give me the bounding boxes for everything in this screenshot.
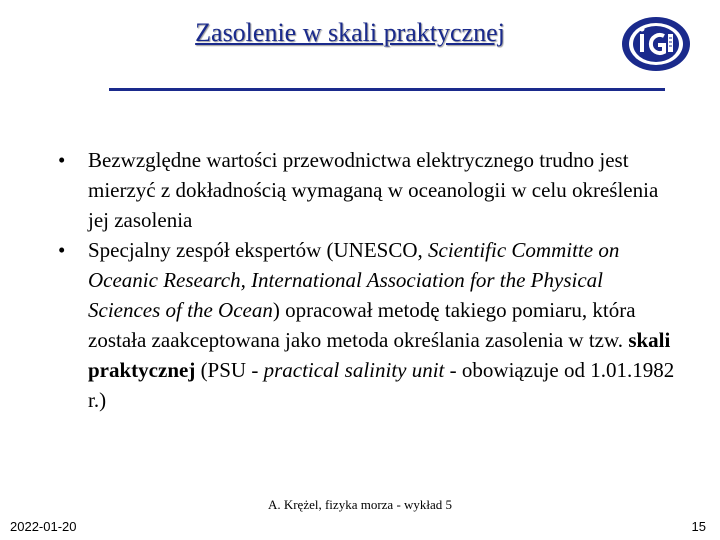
footer-date: 2022-01-20 bbox=[10, 519, 77, 534]
bullet-text-segment: ) opracował metodę takiego pomiaru, która została zaakceptowana jako metoda określania zasolenia w tzw. bbox=[88, 298, 636, 352]
bullet-text-segment: (PSU - bbox=[195, 358, 264, 382]
bullet-item bbox=[56, 145, 676, 235]
bullet-text-segment: Specjalny zespół ekspertów (UNESCO, bbox=[88, 238, 429, 262]
bullet-marker: • bbox=[58, 238, 66, 262]
institute-logo-icon bbox=[620, 14, 692, 74]
bullet-item bbox=[56, 235, 676, 415]
bullet-text-segment: practical salinity unit bbox=[263, 358, 445, 382]
bullet-marker: • bbox=[58, 148, 66, 172]
page-number: 15 bbox=[691, 519, 706, 534]
bullet-text-segment: Bezwzględne wartości przewodnictwa elektrycznego trudno jest mierzyć z dokładnością wymaganą w oceanologii w celu określenia jej zasolenia bbox=[88, 148, 659, 232]
bullet-text-segment: Scientific Committe on Oceanic Research, International Association for the Physical Sciences of the Ocean bbox=[88, 238, 620, 322]
bullet-text-segment: - obowiązuje od 1.01.1982 r.) bbox=[88, 358, 675, 412]
bullet-list bbox=[56, 145, 676, 415]
title-divider bbox=[109, 88, 665, 91]
slide-title: Zasolenie w skali praktycznej bbox=[195, 18, 505, 47]
institute-logo bbox=[620, 14, 692, 74]
bullet-text-segment: skali praktycznej bbox=[88, 328, 671, 382]
footer-author: A. Krężel, fizyka morza - wykład 5 bbox=[267, 497, 453, 512]
